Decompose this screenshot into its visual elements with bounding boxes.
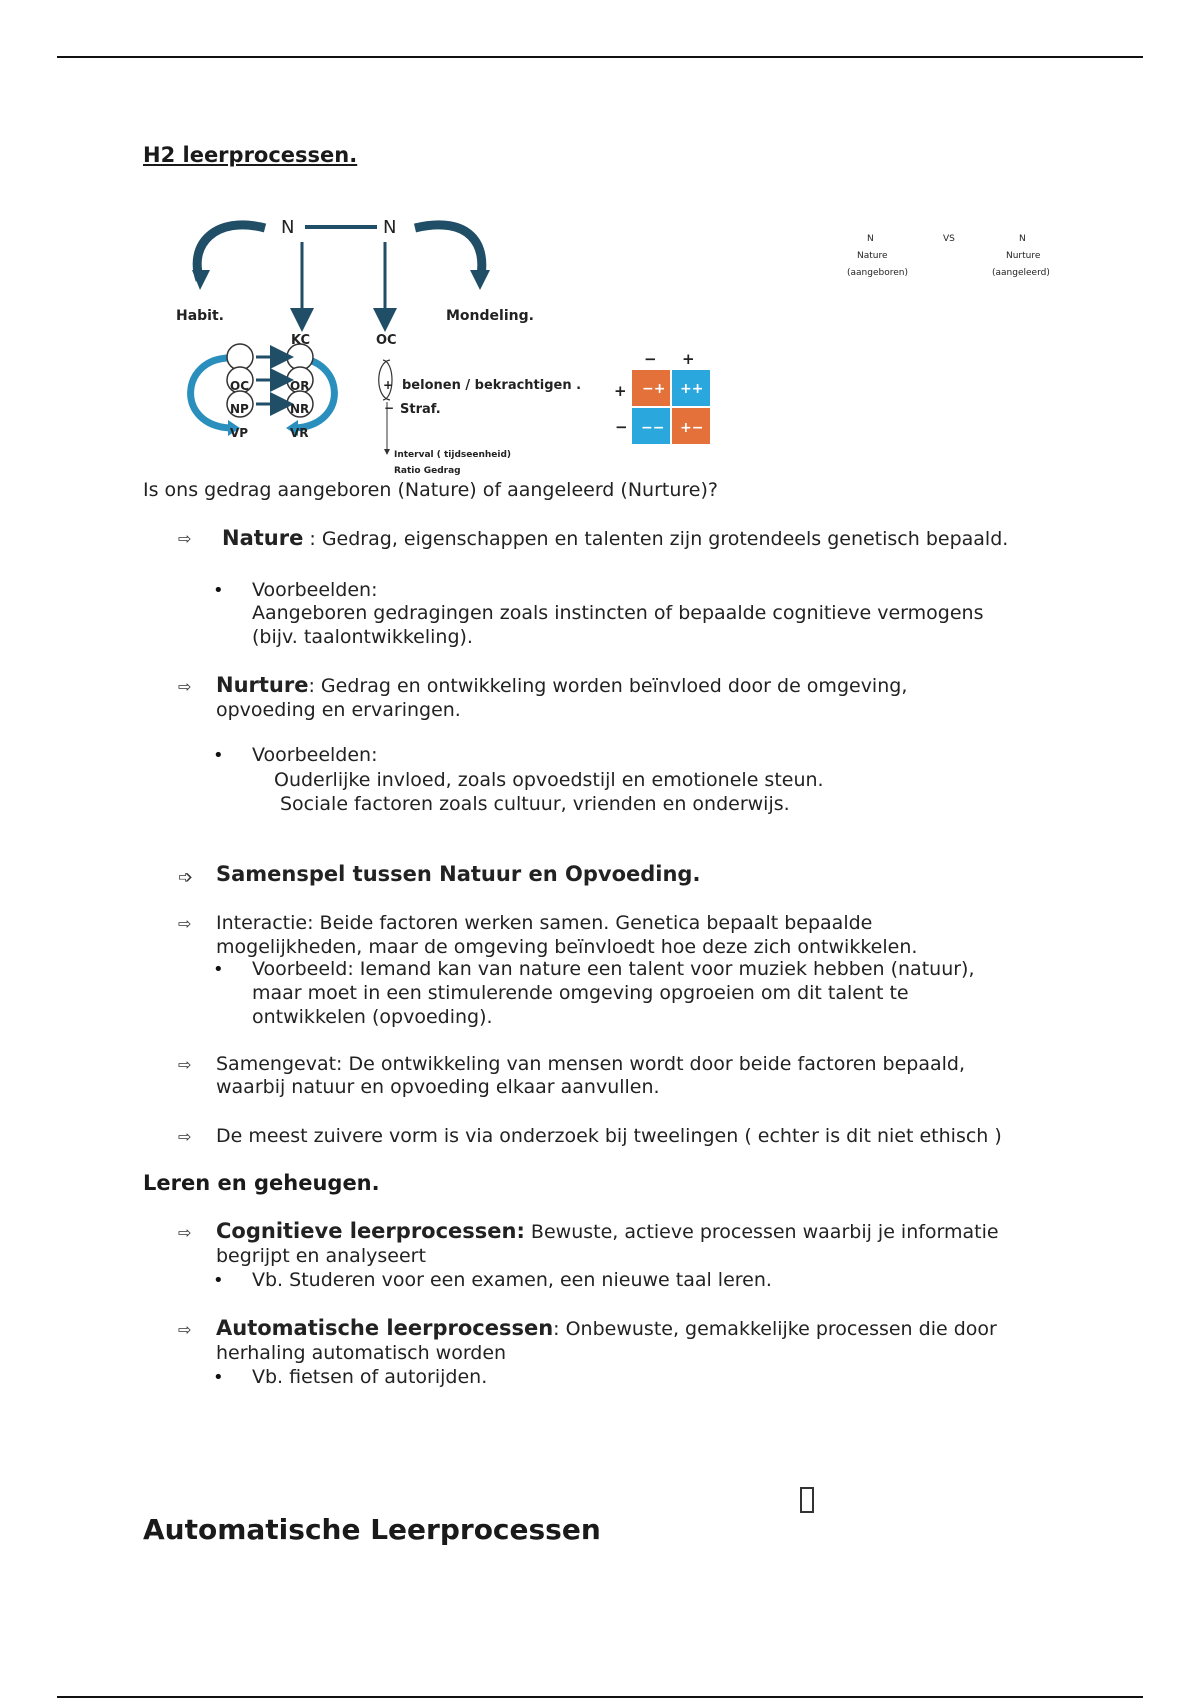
ratio-text: Ratio Gedrag xyxy=(394,466,461,476)
arrow-icon: ⇨ xyxy=(178,914,192,933)
n-right-label: N xyxy=(383,217,397,238)
circle-vr-label: VR xyxy=(290,426,309,440)
nature-word: Nature xyxy=(857,251,888,261)
nurture-example-1: Ouderlijke invloed, zoals opvoedstijl en emotionele steun. xyxy=(274,769,824,791)
arrow-icon: ⇨ xyxy=(178,1055,192,1074)
circle-or-label: OR xyxy=(290,379,310,393)
grid-cell-3-label: −− xyxy=(641,420,665,436)
samenspel-heading: Samenspel tussen Natuur en Opvoeding. xyxy=(216,862,701,886)
placeholder-box-icon xyxy=(800,1487,814,1513)
automatic-line-1: Automatische leerprocessen: Onbewuste, gemakkelijke processen die door xyxy=(216,1316,997,1340)
voorbeeld-line-2: maar moet in een stimulerende omgeving opgroeien om dit talent te xyxy=(252,982,909,1004)
interactie-line-2: mogelijkheden, maar de omgeving beïnvloedt hoe deze zich ontwikkelen. xyxy=(216,936,918,958)
nurture-line-2: opvoeding en ervaringen. xyxy=(216,699,461,721)
nurture-word: Nurture xyxy=(1006,251,1041,261)
oc-label: OC xyxy=(376,333,397,348)
samengevat-line-1: Samengevat: De ontwikkeling van mensen wordt door beide factoren bepaald, xyxy=(216,1053,966,1075)
arrow-icon: ⇨ xyxy=(178,1127,192,1146)
arrow-icon: ➩ xyxy=(178,867,194,888)
tweelingen-line: De meest zuivere vorm is via onderzoek bij tweelingen ( echter is dit niet ethisch ) xyxy=(216,1125,1002,1147)
arrow-icon: ⇨ xyxy=(178,529,192,548)
nature-example-1: Aangeboren gedragingen zoals instincten of bepaalde cognitieve vermogens xyxy=(252,602,984,624)
nurture-example-2: Sociale factoren zoals cultuur, vrienden en onderwijs. xyxy=(280,793,790,815)
circle-np-label: NP xyxy=(230,402,249,416)
nature-n: N xyxy=(867,234,874,244)
circle-oc-label: OC xyxy=(230,379,250,393)
interactie-line-1: Interactie: Beide factoren werken samen. Genetica bepaalt bepaalde xyxy=(216,912,873,934)
circle-nr-label: NR xyxy=(290,402,310,416)
samengevat-line-2: waarbij natuur en opvoeding elkaar aanvullen. xyxy=(216,1076,660,1098)
grid-top-minus: − xyxy=(644,350,657,368)
vs-label: VS xyxy=(943,234,955,244)
cognitive-example: Vb. Studeren voor een examen, een nieuwe taal leren. xyxy=(252,1269,772,1291)
n-left-label: N xyxy=(281,217,295,238)
page-title: H2 leerprocessen. xyxy=(143,143,358,167)
grid-cell-4-label: +− xyxy=(680,420,704,436)
nurture-n: N xyxy=(1019,234,1026,244)
arrow-icon: ⇨ xyxy=(178,1320,192,1339)
voorbeelden-label-2: Voorbeelden: xyxy=(252,744,378,766)
question-text: Is ons gedrag aangeboren (Nature) of aangeleerd (Nurture)? xyxy=(143,479,718,501)
interval-text: Interval ( tijdseenheid) xyxy=(394,450,512,460)
automatic-line-2: herhaling automatisch worden xyxy=(216,1342,507,1364)
circle-vp-label: VP xyxy=(230,426,249,440)
arrow-icon: ⇨ xyxy=(178,1223,192,1242)
reward-text: belonen / bekrachtigen . xyxy=(402,378,582,393)
footer-rule xyxy=(57,1696,1143,1698)
arrow-icon: ⇨ xyxy=(178,677,192,696)
nature-example-2: (bijv. taalontwikkeling). xyxy=(252,626,473,648)
cognitive-line-2: begrijpt en analyseert xyxy=(216,1245,426,1267)
grid-cell-1-label: −+ xyxy=(642,381,666,397)
bullet-dot: • xyxy=(213,1270,224,1291)
nature-sub: (aangeboren) xyxy=(847,268,908,278)
grid-cell-2-label: ++ xyxy=(680,381,704,397)
habit-label: Habit. xyxy=(176,308,224,324)
voorbeelden-label: Voorbeelden: xyxy=(252,579,378,601)
modeling-label: Mondeling. xyxy=(446,308,534,324)
circle-oc xyxy=(227,344,253,370)
voorbeeld-line-3: ontwikkelen (opvoeding). xyxy=(252,1006,493,1028)
automatic-section-heading: Automatische Leerprocessen xyxy=(143,1513,601,1546)
automatic-example: Vb. fietsen of autorijden. xyxy=(252,1366,488,1388)
voorbeeld-line-1: Voorbeeld: Iemand kan van nature een talent voor muziek hebben (natuur), xyxy=(252,958,975,980)
nurture-line-1: Nurture: Gedrag en ontwikkeling worden beïnvloed door de omgeving, xyxy=(216,673,908,697)
grid-side-plus: + xyxy=(614,382,627,400)
bullet-dot: • xyxy=(213,959,224,980)
left-cycle-arrow xyxy=(191,358,230,428)
grid-side-minus: − xyxy=(615,418,628,436)
grid-top-plus: + xyxy=(682,350,695,368)
bullet-dot: • xyxy=(213,580,224,601)
bullet-dot: • xyxy=(213,1367,224,1388)
bullet-dot: • xyxy=(213,745,224,766)
header-rule xyxy=(57,56,1143,58)
cognitive-line-1: Cognitieve leerprocessen: Bewuste, actieve processen waarbij je informatie xyxy=(216,1219,999,1243)
kc-label: KC xyxy=(291,333,311,348)
punishment-text: Straf. xyxy=(400,402,441,417)
nurture-sub: (aangeleerd) xyxy=(992,268,1050,278)
nature-line: Nature : Gedrag, eigenschappen en talenten zijn grotendeels genetisch bepaald. xyxy=(222,526,1009,550)
leren-heading: Leren en geheugen. xyxy=(143,1171,380,1195)
